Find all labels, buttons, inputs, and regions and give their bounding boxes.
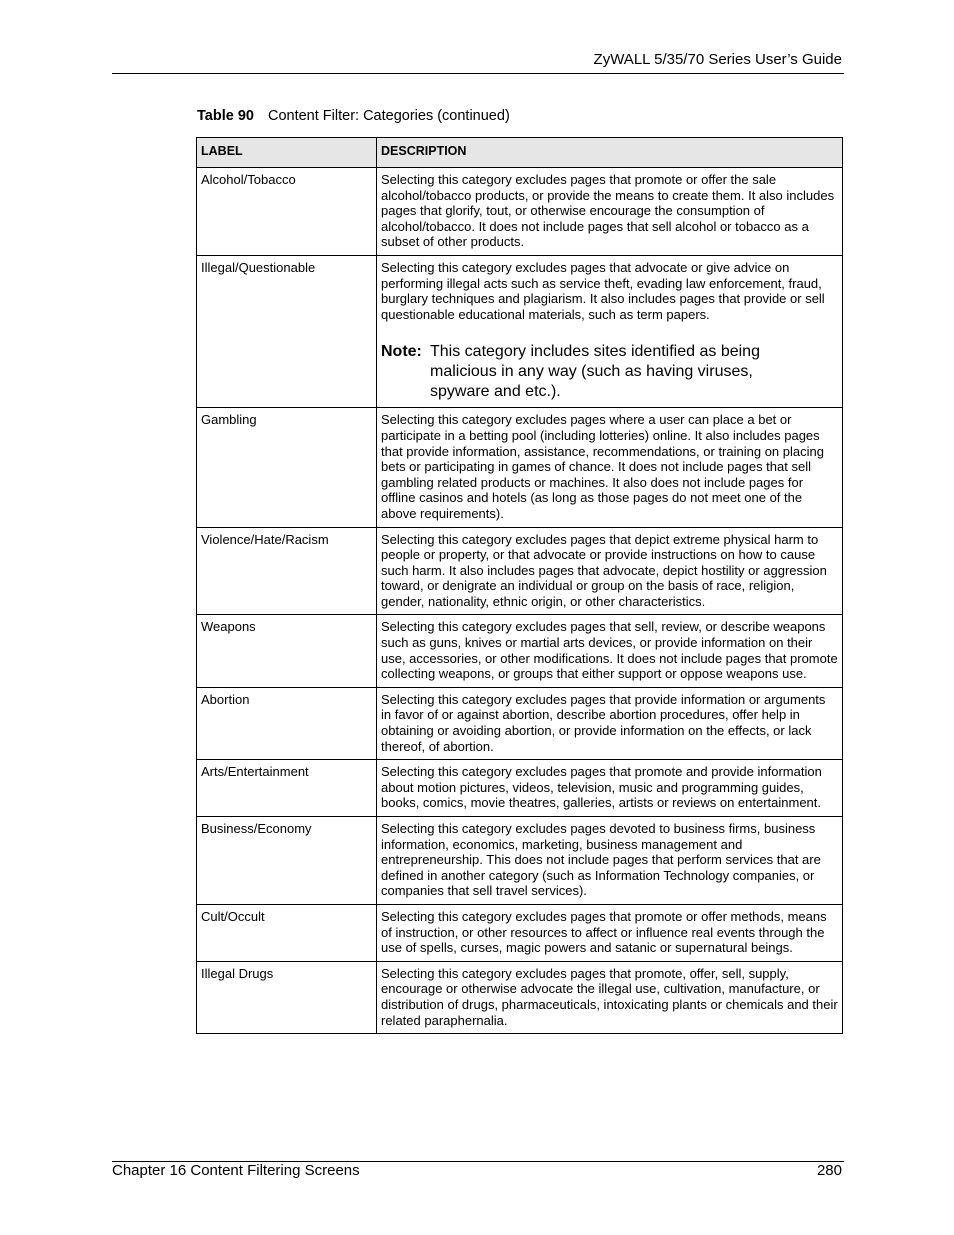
row-label: Cult/Occult [197,904,377,961]
row-description: Selecting this category excludes pages devoted to business firms, business information, economics, marketing, business management and entrepreneurship. This does not include pages that perform services that are defined in another category (such as Information Technology companies, or companies that sell travel services). [377,817,843,905]
row-label: Illegal Drugs [197,961,377,1033]
row-label: Illegal/Questionable [197,255,377,407]
table-row [197,760,843,817]
table-caption-text: Content Filter: Categories (continued) [267,108,510,124]
row-label: Weapons [197,615,377,687]
header-rule [112,73,844,74]
note-text: This category includes sites identified as being malicious in any way (such as having viruses, spyware and etc.). [430,343,760,401]
table-row [197,168,843,256]
table-row [197,817,843,905]
table-row [197,687,843,759]
table-row [197,408,843,527]
row-description: Selecting this category excludes pages that promote or offer the sale alcohol/tobacco products, or provide the means to create them. It also includes pages that glorify, tout, or otherwise encourage the consumption of alcohol/tobacco. It does not include pages that sell alcohol or tobacco as a subset of other products. [377,168,843,256]
table-row [197,527,843,615]
table-row [197,961,843,1033]
row-description: Selecting this category excludes pages that provide information or arguments in favor of or against abortion, describe abortion procedures, offer help in obtaining or avoiding abortion, or provide information on the effects, or lack thereof, of abortion. [377,687,843,759]
table-row [197,255,843,407]
note-label: Note: [381,343,422,361]
row-description: Selecting this category excludes pages that promote and provide information about motion pictures, videos, television, music and programming guides, books, comics, movie theatres, galleries, artists or reviews on entertainment. [377,760,843,817]
table-caption [197,108,510,124]
column-header-description: DESCRIPTION [377,138,843,168]
row-description: Selecting this category excludes pages where a user can place a bet or participate in a betting pool (including lotteries) online. It also includes pages that provide information, assistance, recommendations, or training on placing bets or participating in games of chance. It does not include pages that sell gambling related products or machines. It also does not include pages for offline casinos and hotels (as long as those pages do not meet one of the above requirements). [377,408,843,527]
column-header-label: LABEL [197,138,377,168]
guide-title: ZyWALL 5/35/70 Series User’s Guide [593,51,842,68]
row-label: Gambling [197,408,377,527]
table-header-row [197,138,843,168]
footer-chapter: Chapter 16 Content Filtering Screens [112,1162,360,1179]
row-label: Arts/Entertainment [197,760,377,817]
row-label: Abortion [197,687,377,759]
table-row [197,904,843,961]
row-label: Alcohol/Tobacco [197,168,377,256]
note [381,342,838,402]
row-description: Selecting this category excludes pages that depict extreme physical harm to people or property, or that advocate or provide instructions on how to cause such harm. It also includes pages that advocate, depict hostility or aggression toward, or denigrate an individual or group on the basis of race, religion, gender, nationality, ethnic origin, or other characteristics. [377,527,843,615]
page-number: 280 [816,1162,842,1179]
row-label: Business/Economy [197,817,377,905]
row-description: Selecting this category excludes pages that sell, review, or describe weapons such as guns, knives or martial arts devices, or provide information on their use, accessories, or other modifications. It does not include pages that promote collecting weapons, or groups that either support or oppose weapons use. [377,615,843,687]
row-description: Selecting this category excludes pages that advocate or give advice on performing illegal acts such as service theft, evading law enforcement, fraud, burglary techniques and plagiarism. It also includes pages that provide or sell questionable educational materials, such as term papers. [381,259,825,322]
row-description: Selecting this category excludes pages that promote, offer, sell, supply, encourage or otherwise advocate the illegal use, cultivation, manufacture, or distribution of drugs, pharmaceuticals, intoxicating plants or chemicals and their related paraphernalia. [377,961,843,1033]
row-description-cell [377,255,843,407]
categories-table [196,137,843,1034]
row-label: Violence/Hate/Racism [197,527,377,615]
table-caption-label: Table 90 [197,108,254,124]
row-description: Selecting this category excludes pages that promote or offer methods, means of instruction, or other resources to affect or influence real events through the use of spells, curses, magic powers and satanic or supernatural beings. [377,904,843,961]
table-row [197,615,843,687]
